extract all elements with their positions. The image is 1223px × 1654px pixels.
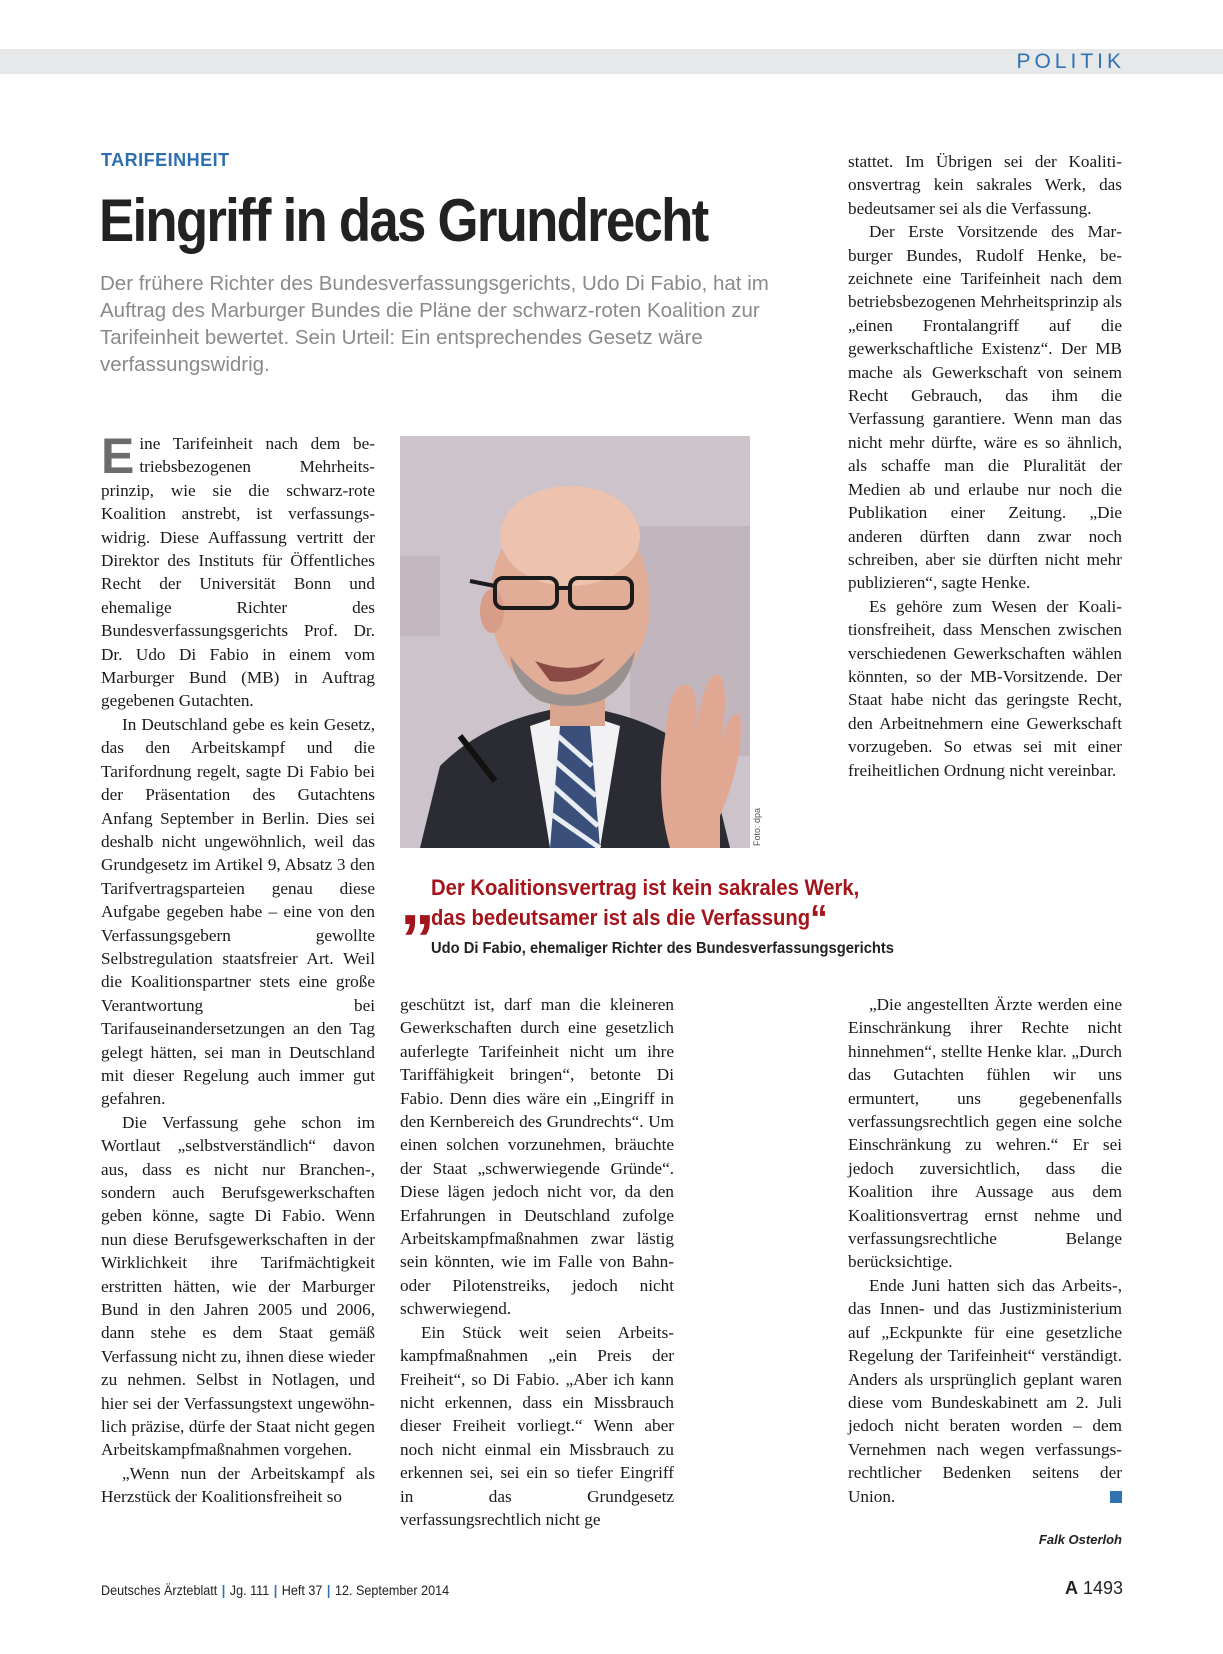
text-column-left	[101, 428, 375, 1509]
separator: |	[326, 1582, 331, 1598]
paragraph: Ein Stück weit seien Arbeitskampfmaßnahmen „ein Preis der Freiheit“, so Di Fabio. „Aber ich kann nicht erkennen, dass ein Missbrauch dieser Freiheit vorliegt.“ Wenn aber noch nicht einmal ein Missbrauch zu erkennen sei, sei ein so tiefer Eingriff in das Grundgesetz verfassungsrechtlich nicht ge	[400, 1322, 674, 1529]
paragraph: „Die angestellten Ärzte werden eine Einschränkung ihrer Rechte nicht hinnehmen“, stellte Henke klar. „Durch das Gutachten fühlen wir uns ermuntert, uns gegebenenfalls verfassungsrechtlich gegen eine solche Einschränkung zu wehren.“ Er sei jedoch zuversichtlich, dass die Koalition ihre Aussage aus dem Koalitionsvertrag ernst nehme und verfassungsrechtliche Belange berücksichtige.	[848, 995, 1122, 1272]
text-column-middle	[400, 993, 674, 1531]
journal-issue: Heft 37	[281, 1582, 323, 1598]
separator: |	[273, 1582, 278, 1598]
article-lede: Der frühere Richter des Bundesverfassungsgerichts, Udo Di Fabio, hat im Auftrag des Marburger Bundes die Pläne der schwarz-roten Koalition zur Tarifeinheit bewertet. Sein Urteil: Ein entsprechendes Gesetz wäre verfassungswidrig.	[100, 272, 769, 376]
end-mark-icon	[1110, 1491, 1122, 1503]
separator: |	[221, 1582, 226, 1598]
portrait-illustration	[400, 436, 750, 848]
article-kicker: TARIFEINHEIT	[101, 150, 230, 170]
pull-quote-text	[431, 873, 860, 940]
paragraph	[848, 1274, 1122, 1508]
page-footer	[101, 1582, 449, 1598]
paragraph	[101, 428, 375, 713]
paragraph: stattet. Im Übrigen sei der Koalitionsvertrag kein sakrales Werk, das bedeutsamer sei als die Verfassung.	[848, 152, 1122, 218]
page-prefix: A	[1064, 1578, 1078, 1598]
paragraph: Der Erste Vorsitzende des Marburger Bundes, Rudolf Henke, bezeichnete eine Tarifeinheit nach dem betriebsbezogenen Mehrheitsprinzip als „einen Frontalangriff auf die gewerkschaftliche Existenz“. Der MB mache als Gewerkschaft von seinem Recht Gebrauch, das ihm die Verfassung garantiere. Wenn man das nicht mehr dürfte, wäre es so ähnlich, als schaffe man die Pluralität der Medien ab und erlaube nur noch die Publikation einer Zeitung. „Die anderen dürften dann zwar noch schreiben, aber sie dürften nicht mehr publizieren“, sagte Henke.	[848, 222, 1122, 593]
pull-quote-attribution: Udo Di Fabio, ehemaliger Richter des Bundesverfassungsgerichts	[431, 940, 894, 957]
paragraph: „Wenn nun der Arbeitskampf als Herzstück der Koalitionsfreiheit so	[101, 1463, 375, 1507]
journal-volume: Jg. 111	[229, 1582, 270, 1598]
text-column-right-bottom	[848, 993, 1122, 1508]
opening-quote-mark-icon: „	[400, 861, 435, 939]
publication-date: 12. September 2014	[334, 1582, 450, 1598]
article-headline: Eingriff in das Grundrecht	[99, 187, 708, 254]
paragraph-text: ine Tarifeinheit nach dem betriebsbezogenen Mehrheitsprinzip, wie sie die schwarz-rote Koalition anstrebt, ist verfassungswidrig. Diese Auffassung vertritt der Direktor des Instituts für Öffentliches Recht der Universität Bonn und ehemalige Richter des Bundesverfassungsgerichts Prof. Dr. Dr. Udo Di Fabio in einem vom Marburger Bund (MB) in Auftrag gegebenen Gutachten.	[101, 434, 375, 711]
closing-quote-mark-icon: “	[810, 898, 828, 940]
page-number	[1065, 1578, 1123, 1599]
paragraph: Die Verfassung gehe schon im Wortlaut „selbstverständlich“ davon aus, dass es nicht nur Branchen-, sondern auch Berufsgewerkschaften geben könne, sagte Di Fabio. Wenn nun diese Berufsgewerkschaften in der Wirklichkeit ihre Tarifmächtigkeit erstritten hätten, wie der Marburger Bund in den Jahren 2005 und 2006, dann stehe es dem Staat gemäß Verfassung nicht zu, ihnen diese wieder zu nehmen. Selbst in Notlagen, und hier sei der Verfassungstext ungewöhnlich präzise, dürfe der Staat nicht gegen Arbeitskampfmaßnahmen vorgehen.	[101, 1112, 375, 1460]
journal-name: Deutsches Ärzteblatt	[101, 1582, 218, 1598]
author-byline: Falk Osterloh	[1038, 1532, 1122, 1547]
page-number-value: 1493	[1082, 1578, 1123, 1598]
paragraph: In Deutschland gebe es kein Gesetz, das den Arbeitskampf und die Tarifordnung regelt, sagte Di Fabio bei der Präsentation des Gutachtens Anfang September in Berlin. Dies sei deshalb nicht ungewöhnlich, weil das Grundgesetz im Artikel 9, Absatz 3 den Tarifvertragsparteien genau diese Aufgabe gegeben habe – eine von den Verfassungsgebern gewollte Selbstregulation staatsfreier Art. Weil die Koalitionspartner stets eine große Verantwortung bei Tarifauseinandersetzungen an den Tag gelegt hätten, sei man in Deutschland mit dieser Regelung auch immer gut gefahren.	[101, 714, 375, 1109]
section-label: POLITIK	[1016, 50, 1125, 73]
paragraph: geschützt ist, darf man die kleineren Gewerkschaften durch eine gesetzlich auferlegte Tarifeinheit nicht um ihre Tariffähigkeit bringen“, betonte Di Fabio. Denn dies wäre ein „Eingriff in den Kernbereich des Grundrechts“. Um einen solchen vorzunehmen, bräuchte der Staat „schwerwiegende Gründe“. Diese lägen jedoch nicht vor, da den Erfahrungen in Deutschland zufolge Arbeitskampfmaßnahmen zwar lästig sein könnten, wie im Falle von Bahn- oder Pilotenstreiks, jedoch nicht schwerwiegend.	[400, 995, 674, 1319]
text-column-right-top	[848, 150, 1122, 782]
portrait-photo	[400, 436, 750, 848]
drop-cap: E	[101, 428, 135, 484]
pull-quote-line: Der Koalitionsvertrag ist kein sakrales Werk,	[431, 875, 860, 900]
paragraph: Es gehöre zum Wesen der Koalitionsfreiheit, dass Menschen zwischen verschiedenen Gewerkschaften wählen könnten, so der MB-Vorsitzende. Der Staat habe nicht das geringste Recht, den Arbeitnehmern eine Gewerkschaft vorzugeben. So etwas sei mit einer freiheitlichen Ordnung nicht vereinbar.	[848, 596, 1122, 780]
pull-quote-line: das bedeutsamer ist als die Verfassung	[431, 905, 811, 930]
paragraph-text: Ende Juni hatten sich das Arbeits-, das Innen- und das Justizministerium auf „Eckpunkte für eine gesetzliche Regelung der Tarifeinheit“ verständigt. Anders als ursprünglich geplant waren diese vom Bundeskabinett am 2. Juli jedoch nicht beraten worden – dem Vernehmen nach wegen verfassungsrechtlicher Bedenken seitens der Union.	[848, 1275, 1122, 1506]
photo-credit: Foto: dpa	[752, 807, 762, 846]
